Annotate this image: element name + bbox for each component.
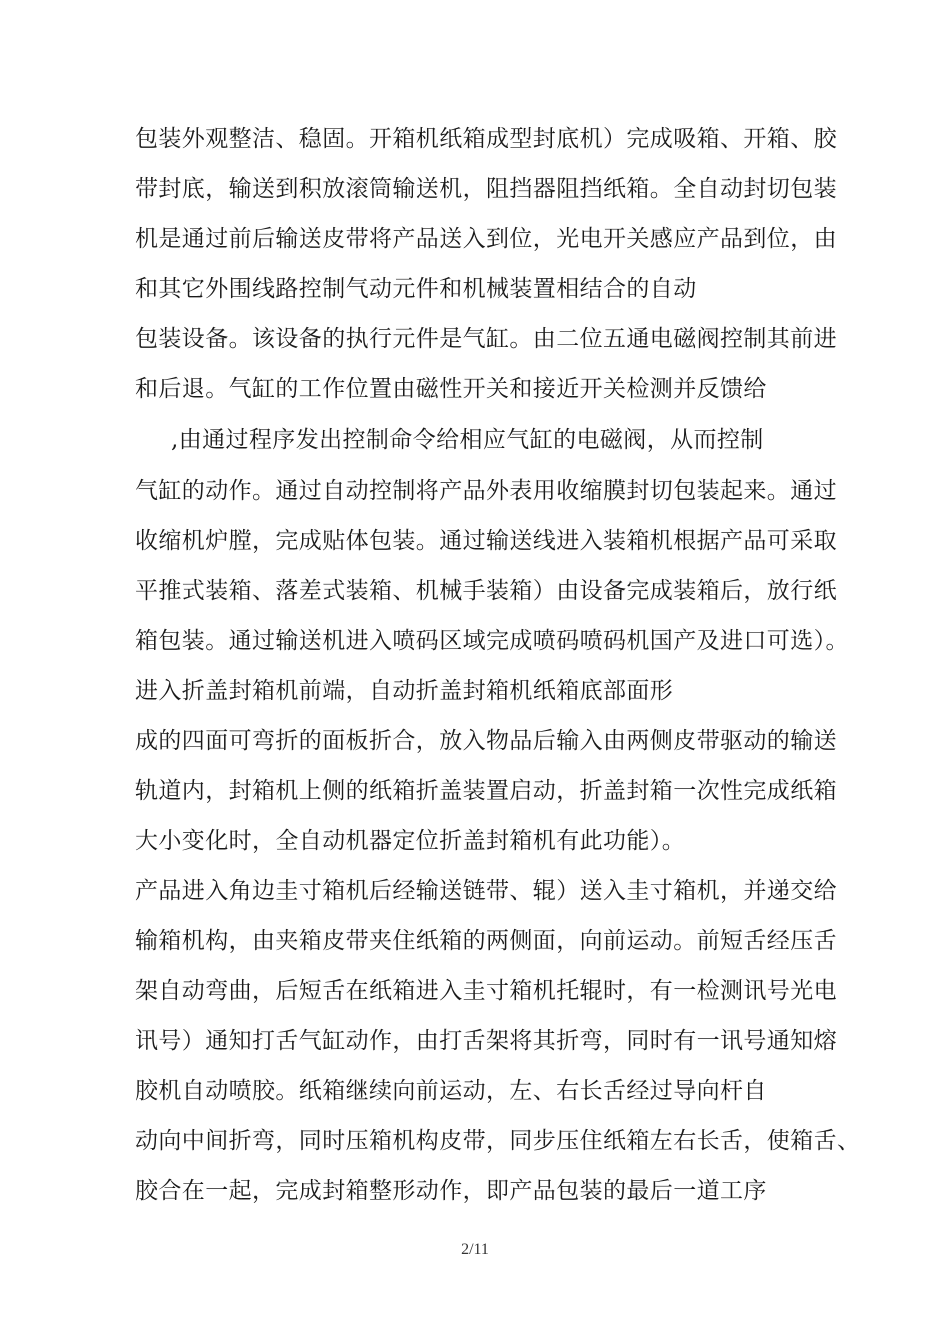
text-line: 胶机自动喷胶。纸箱继续向前运动，左、右长舌经过导向杆自 <box>135 1078 767 1104</box>
text-line: 包装设备。该设备的执行元件是气缸。由二位五通电磁阀控制其前进 <box>135 326 837 352</box>
text-line: 和其它外围线路控制气动元件和机械装置相结合的自动 <box>135 276 697 302</box>
text-line: 输箱机构，由夹箱皮带夹住纸箱的两侧面，向前运动。前短舌经压舌 <box>135 928 837 954</box>
text-line: 成的四面可弯折的面板折合，放入物品后输入由两侧皮带驱动的输送 <box>135 728 837 754</box>
text-line: 胶合在一起，完成封箱整形动作，即产品包装的最后一道工序 <box>135 1178 767 1204</box>
text-line: 机是通过前后输送皮带将产品送入到位，光电开关感应产品到位，由 <box>135 226 837 252</box>
text-line: 包装外观整洁、稳固。开箱机纸箱成型封底机）完成吸箱、开箱、胶 <box>135 126 837 152</box>
text-line: 平推式装箱、落差式装箱、机械手装箱）由设备完成装箱后，放行纸 <box>135 578 837 604</box>
text-line: 箱包装。通过输送机进入喷码区域完成喷码喷码机国产及进口可选）。 <box>135 628 849 654</box>
text-line: 讯号）通知打舌气缸动作，由打舌架将其折弯，同时有一讯号通知熔 <box>135 1028 837 1054</box>
text-line: 和后退。气缸的工作位置由磁性开关和接近开关检测并反馈给 <box>135 376 767 402</box>
text-line: ,由通过程序发出控制命令给相应气缸的电磁阀，从而控制 <box>171 427 764 453</box>
text-line: 产品进入角边圭寸箱机后经输送链带、辊）送入圭寸箱机，并递交给 <box>135 878 837 904</box>
text-line: 气缸的动作。通过自动控制将产品外表用收缩膜封切包装起来。通过 <box>135 478 837 504</box>
text-line: 大小变化时，全自动机器定位折盖封箱机有此功能）。 <box>135 828 686 854</box>
page-number: 2/11 <box>461 1241 489 1258</box>
text-line: 动向中间折弯，同时压箱机构皮带，同步压住纸箱左右长舌，使箱舌、 <box>135 1128 861 1154</box>
text-line: 轨道内，封箱机上侧的纸箱折盖装置启动，折盖封箱一次性完成纸箱 <box>135 778 837 804</box>
text-line: 进入折盖封箱机前端，自动折盖封箱机纸箱底部面形 <box>135 678 674 704</box>
text-line: 架自动弯曲，后短舌在纸箱进入圭寸箱机托辊时，有一检测讯号光电 <box>135 978 837 1004</box>
text-line: 带封底，输送到积放滚筒输送机，阻挡器阻挡纸箱。全自动封切包装 <box>135 176 837 202</box>
text-line: 收缩机炉膛，完成贴体包装。通过输送线进入装箱机根据产品可采取 <box>135 528 837 554</box>
